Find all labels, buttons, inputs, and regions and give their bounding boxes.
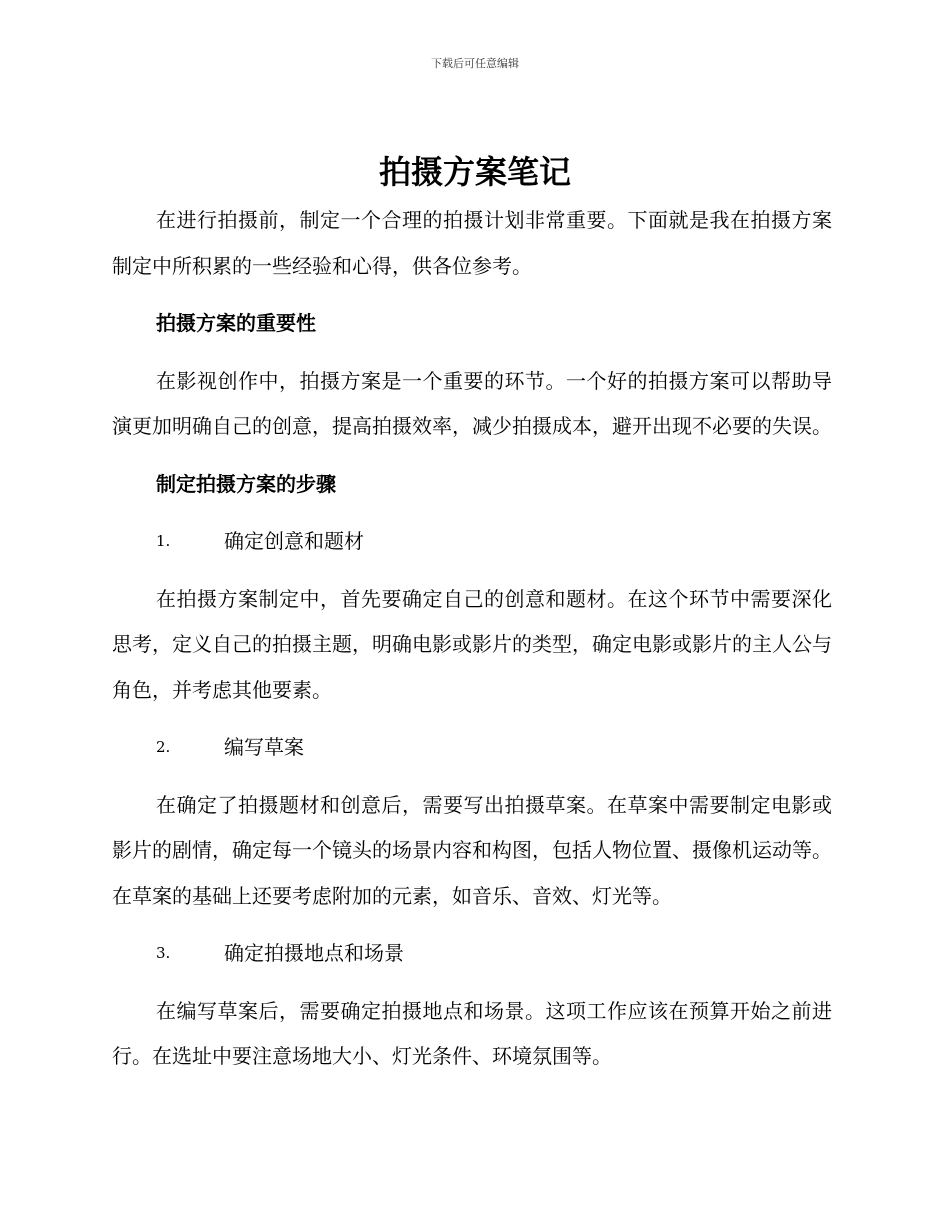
section-heading-importance: 拍摄方案的重要性: [156, 311, 316, 335]
step-item-1: [112, 519, 832, 565]
step-number: 2.: [156, 738, 171, 756]
step-number: 1.: [156, 532, 171, 550]
header-note: 下载后可任意编辑: [431, 57, 519, 70]
step-2-paragraph: 在确定了拍摄题材和创意后，需要写出拍摄草案。在草案中需要制定电影或影片的剧情，确定每一个镜头的场景内容和构图，包括人物位置、摄像机运动等。在草案的基础上还要考虑附加的元素，如音乐、音效、灯光等。: [112, 792, 832, 908]
step-label: 确定拍摄地点和场景: [224, 941, 404, 965]
section-heading-steps: 制定拍摄方案的步骤: [156, 471, 336, 496]
document-title: 拍摄方案笔记: [378, 153, 571, 191]
importance-paragraph: 在影视创作中，拍摄方案是一个重要的环节。一个好的拍摄方案可以帮助导演更加明确自己的创意，提高拍摄效率，减少拍摄成本，避开出现不必要的失误。: [112, 368, 832, 438]
step-number: 3.: [156, 944, 171, 962]
step-item-3: [112, 931, 832, 977]
step-label: 编写草案: [224, 735, 304, 759]
step-3-paragraph: 在编写草案后，需要确定拍摄地点和场景。这项工作应该在预算开始之前进行。在选址中要注意场地大小、灯光条件、环境氛围等。: [112, 998, 832, 1068]
document-body: [112, 198, 832, 1092]
step-item-2: [112, 725, 832, 771]
step-label: 确定创意和题材: [224, 529, 364, 553]
intro-paragraph: 在进行拍摄前，制定一个合理的拍摄计划非常重要。下面就是我在拍摄方案制定中所积累的一些经验和心得，供各位参考。: [112, 208, 832, 278]
step-1-paragraph: 在拍摄方案制定中，首先要确定自己的创意和题材。在这个环节中需要深化思考，定义自己的拍摄主题，明确电影或影片的类型，确定电影或影片的主人公与角色，并考虑其他要素。: [112, 586, 832, 702]
